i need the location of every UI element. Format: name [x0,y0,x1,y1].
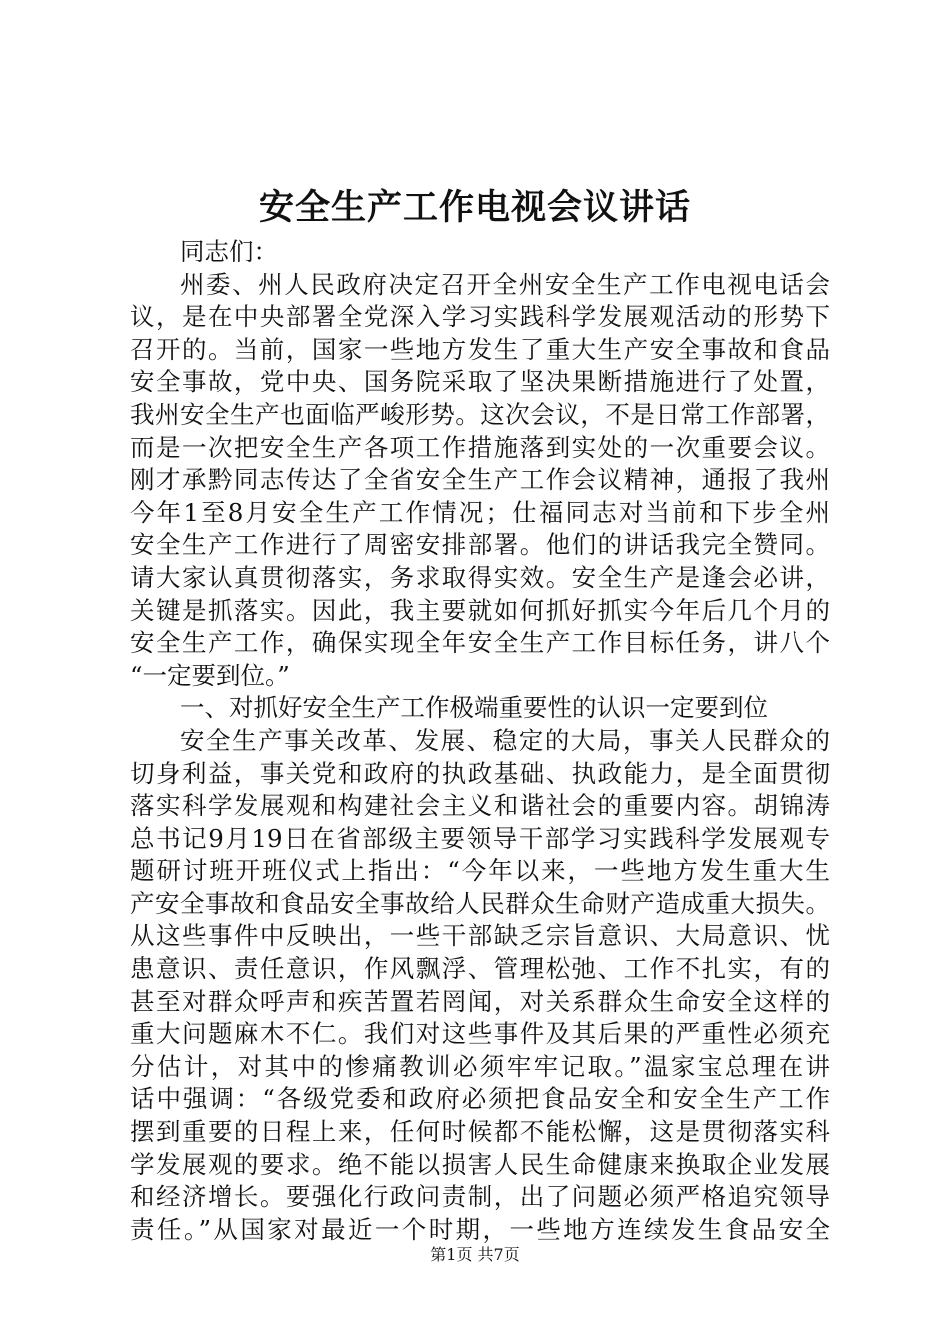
paragraph-line: 刚才承黔同志传达了全省安全生产工作会议精神，通报了我州 [130,465,830,495]
paragraph-line: 我州安全生产也面临严峻形势。这次会议，不是日常工作部署， [130,399,830,429]
paragraph-line: 分估计，对其中的惨痛教训必须牢牢记取。”温家宝总理在讲 [130,1051,830,1081]
document-body [130,236,830,1246]
page-footer: 第1页 共7页 [430,1245,520,1264]
paragraph-line: 议，是在中央部署全党深入学习实践科学发展观活动的形势下 [130,302,830,332]
section-heading: 一、对抓好安全生产工作极端重要性的认识一定要到位 [180,693,768,723]
paragraph-line: 题研讨班开班仪式上指出：“今年以来，一些地方发生重大生 [130,856,830,886]
paragraph-line: 摆到重要的日程上来，任何时候都不能松懈，这是贯彻落实科 [130,1117,830,1147]
paragraph-line: 学发展观的要求。绝不能以损害人民生命健康来换取企业发展 [130,1149,830,1179]
paragraph-line: 责任。”从国家对最近一个时期，一些地方连续发生食品安全 [130,1214,830,1244]
paragraph-line: “一定要到位。” [130,660,290,690]
paragraph-line: 安全生产工作进行了周密安排部署。他们的讲话我完全赞同。 [130,530,830,560]
paragraph-line: 重大问题麻木不仁。我们对这些事件及其后果的严重性必须充 [130,1019,830,1049]
paragraph-line: 召开的。当前，国家一些地方发生了重大生产安全事故和食品 [130,334,830,364]
paragraph-line: 和经济增长。要强化行政问责制，出了问题必须严格追究领导 [130,1182,830,1212]
paragraph-line: 从这些事件中反映出，一些干部缺乏宗旨意识、大局意识、忧 [130,921,830,951]
paragraph-line: 安全事故，党中央、国务院采取了坚决果断措施进行了处置， [130,367,830,397]
paragraph-line: 落实科学发展观和构建社会主义和谐社会的重要内容。胡锦涛 [130,791,830,821]
paragraph-line: 话中强调：“各级党委和政府必须把食品安全和安全生产工作 [130,1084,830,1114]
paragraph-line: 甚至对群众呼声和疾苦置若罔闻，对关系群众生命安全这样的 [130,986,830,1016]
document-title: 安全生产工作电视会议讲话 [258,187,691,228]
paragraph-line: 今年1至8月安全生产工作情况；仕福同志对当前和下步全州 [130,497,830,527]
paragraph-line: 患意识、责任意识，作风飘浮、管理松弛、工作不扎实，有的 [130,954,830,984]
paragraph-line: 安全生产工作，确保实现全年安全生产工作目标任务，讲八个 [130,628,830,658]
salutation-line: 同志们： [180,237,278,266]
paragraph-line: 总书记9月19日在省部级主要领导干部学习实践科学发展观专 [130,823,830,853]
paragraph-line: 切身利益，事关党和政府的执政基础、执政能力，是全面贯彻 [130,758,830,788]
paragraph-line: 请大家认真贯彻落实，务求取得实效。安全生产是逢会必讲， [130,562,830,592]
paragraph-line: 关键是抓落实。因此，我主要就如何抓好抓实今年后几个月的 [130,595,830,625]
paragraph-line: 州委、州人民政府决定召开全州安全生产工作电视电话会 [180,269,830,299]
paragraph-line: 产安全事故和食品安全事故给人民群众生命财产造成重大损失。 [130,888,830,918]
paragraph-line: 而是一次把安全生产各项工作措施落到实处的一次重要会议。 [130,432,830,462]
paragraph-line: 安全生产事关改革、发展、稳定的大局，事关人民群众的 [180,725,830,755]
